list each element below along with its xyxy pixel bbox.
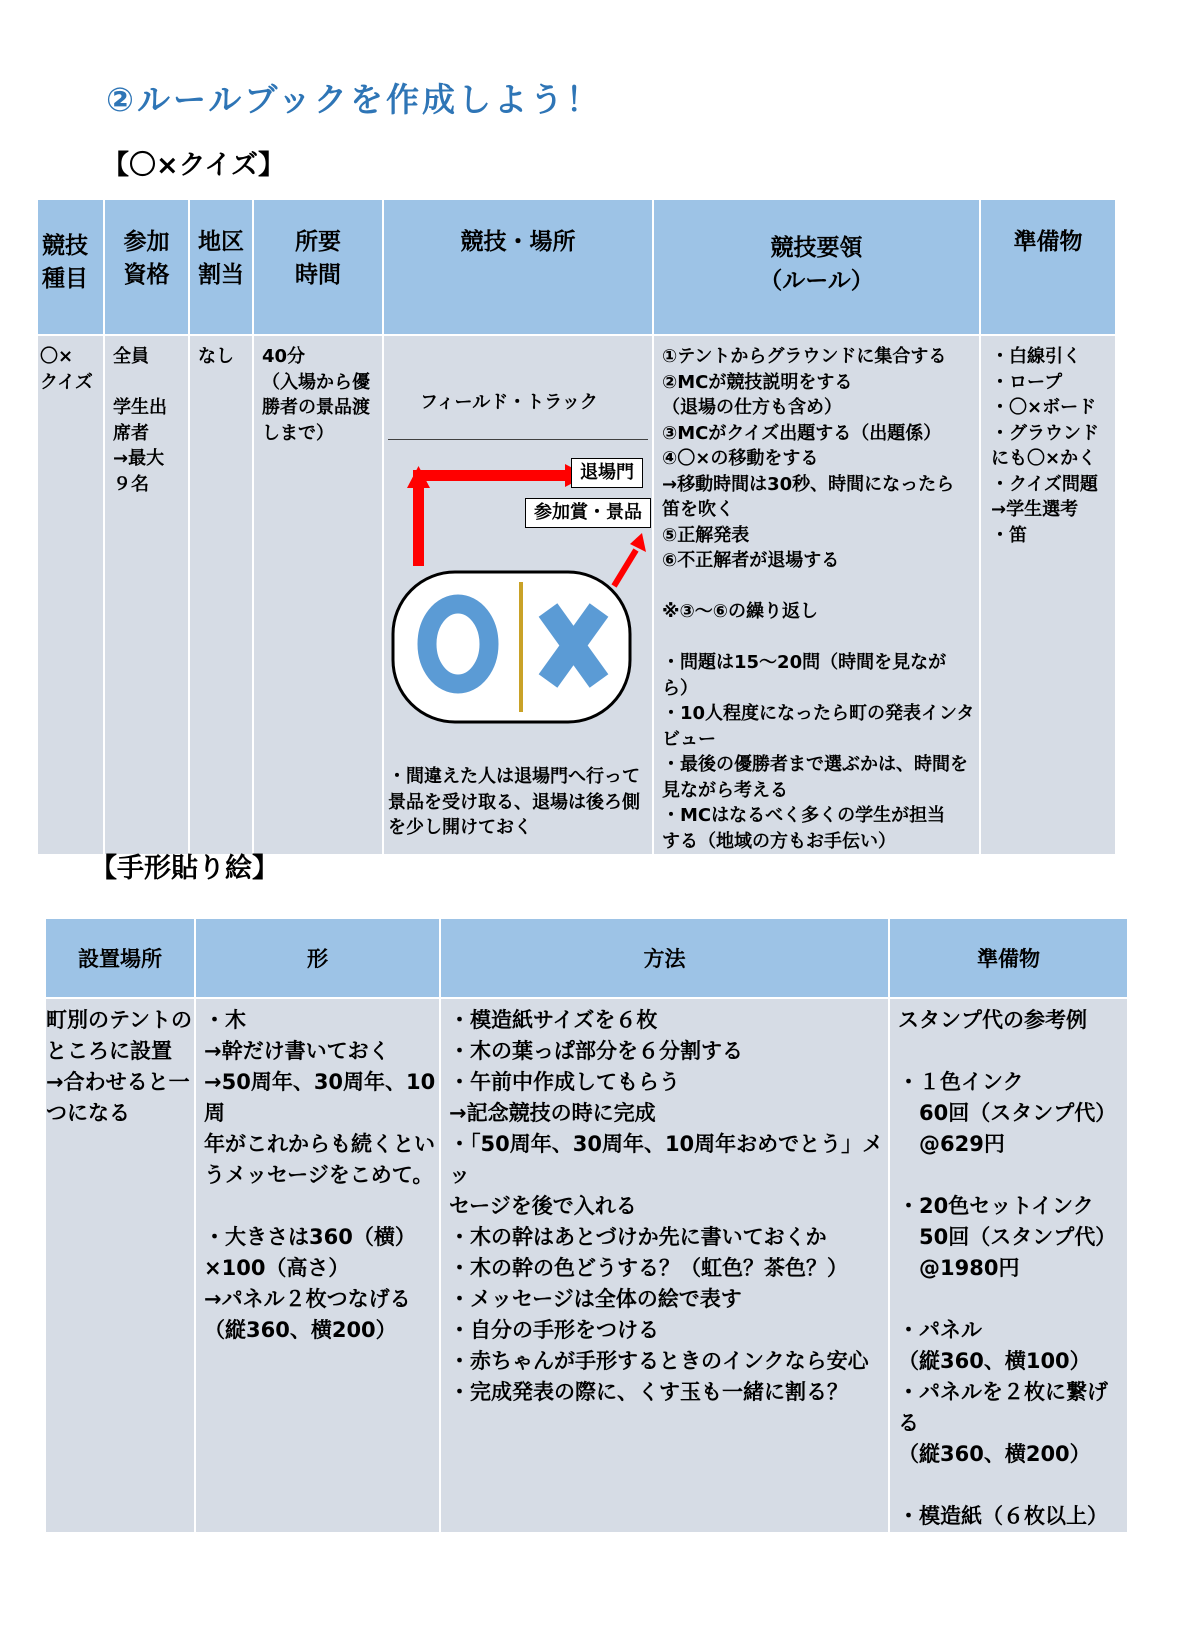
cell-eligibility: 全員 学生出 席者 →最大 ９名 xyxy=(104,335,189,855)
header-duration: 所要 時間 xyxy=(253,200,383,335)
header-venue: 競技・場所 xyxy=(383,200,653,335)
quiz-row xyxy=(38,335,1116,855)
cell-district: なし xyxy=(189,335,253,855)
cell-location: 町別のテントの ところに設置 →合わせると一 つになる xyxy=(46,998,195,1533)
handprint-table xyxy=(46,919,1129,1534)
quiz-header-row xyxy=(38,200,1116,335)
cell-supplies: ・白線引く ・ロープ ・〇×ボード ・グラウンド にも〇×かく ・クイズ問題 →学生選考 ・笛 xyxy=(980,335,1116,855)
handprint-row xyxy=(46,998,1128,1533)
field-track-label: フィールド・トラック xyxy=(420,392,598,413)
header-district: 地区 割当 xyxy=(189,200,253,335)
header-shape: 形 xyxy=(195,919,440,998)
exit-gate-label: 退場門 xyxy=(571,458,643,488)
header-eligibility: 参加 資格 xyxy=(104,200,189,335)
quiz-rule-table xyxy=(38,200,1117,856)
venue-note: ・間違えた人は退場門へ行って 景品を受け取る、退場は後ろ側 を少し開けておく xyxy=(388,766,640,838)
divider-line xyxy=(519,582,523,712)
arrow-to-prize xyxy=(614,533,646,586)
header-method: 方法 xyxy=(440,919,889,998)
header-event-type: 競技 種目 xyxy=(38,200,104,335)
cell-shape: ・木 →幹だけ書いておく →50周年、30周年、10周 年がこれからも続くとい うメッセージをこめて。 ・大きさは360（横） ×100（高さ） →パネル２枚つなげる （縦360、横200） xyxy=(195,998,440,1533)
cell-rules: ①テントからグラウンドに集合する ②MCが競技説明をする （退場の仕方も含め） ③MCがクイズ出題する（出題係） ④〇×の移動をする →移動時間は30秒、時間になったら 笛を吹く ⑤正解発表 ⑥不正解者が退場する ※③～⑥の繰り返し ・問題は15～20問（時間を見ながら） ・10人程度になったら町の発表インタ ビュー ・最後の優勝者まで選ぶかは、時間を 見ながら考える ・MCはなるべく多くの学生が担当 する（地域の方もお手伝い） xyxy=(653,335,980,855)
prize-box-label: 参加賞・景品 xyxy=(525,498,651,528)
cell-event-type: 〇× クイズ xyxy=(38,335,104,855)
handprint-section-title: 【手形貼り絵】 xyxy=(90,853,279,884)
page-title: ②ルールブックを作成しよう！ xyxy=(106,80,602,119)
ox-field-diagram xyxy=(384,336,654,836)
quiz-section-title: 【〇×クイズ】 xyxy=(102,150,286,181)
handprint-header-row xyxy=(46,919,1128,998)
cell-duration: 40分 （入場から優 勝者の景品渡 しまで） xyxy=(253,335,383,855)
header-rules: 競技要領 （ルール） xyxy=(653,200,980,335)
header-handprint-supplies: 準備物 xyxy=(889,919,1128,998)
cell-handprint-supplies: スタンプ代の参考例 ・１色インク 60回（スタンプ代） @629円 ・20色セットインク 50回（スタンプ代） @1980円 ・パネル （縦360、横100） ・パネルを２枚に繋げる （縦360、横200） ・模造紙（６枚以上） xyxy=(889,998,1128,1533)
header-supplies: 準備物 xyxy=(980,200,1116,335)
cell-venue xyxy=(383,335,653,855)
header-location: 設置場所 xyxy=(46,919,195,998)
cell-method: ・模造紙サイズを６枚 ・木の葉っぱ部分を６分割する ・午前中作成してもらう →記念競技の時に完成 ・「50周年、30周年、10周年おめでとう」メッ セージを後で入れる ・木の幹はあとづけか先に書いておくか ・木の幹の色どうする？（虹色？茶色？） ・メッセージは全体の絵で表す ・自分の手形をつける ・赤ちゃんが手形するときのインクなら安心 ・完成発表の際に、くす玉も一緒に割る？ xyxy=(440,998,889,1533)
